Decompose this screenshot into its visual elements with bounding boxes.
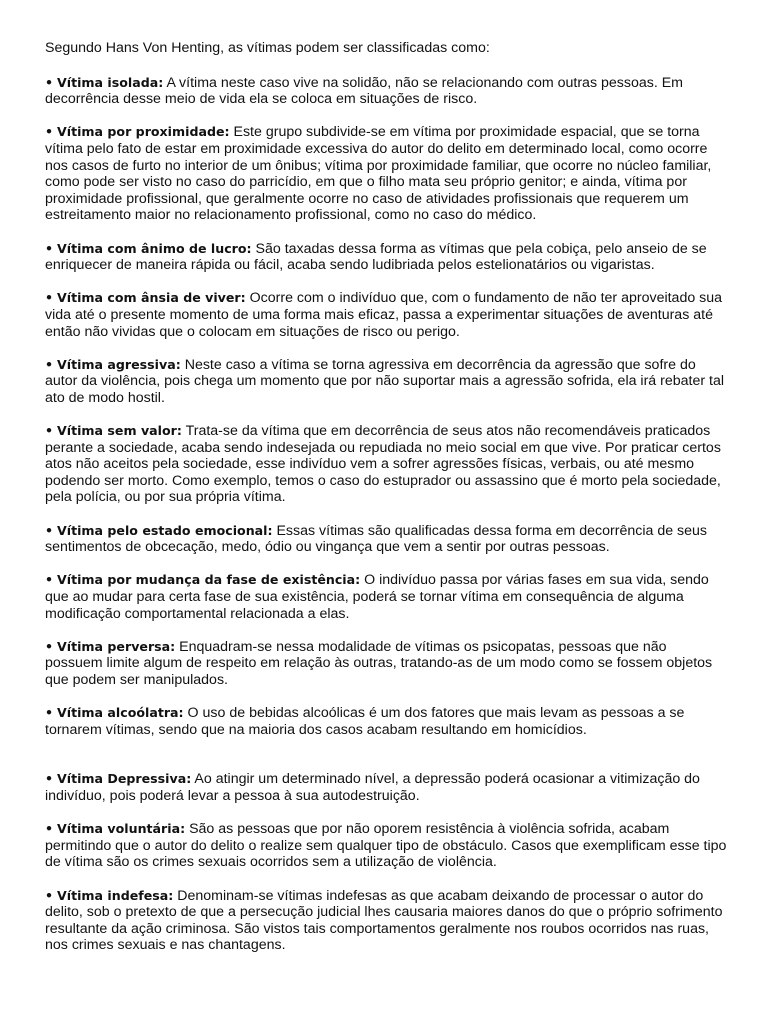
classification-description: Neste caso a vítima se torna agressiva em decorrência da agressão que sofre do autor da violência, pois chega um momento que por não suportar mais a agressão sofrida, ela irá rebater tal ato de modo hostil.	[45, 356, 725, 406]
classification-item-vitima-indefesa	[45, 888, 727, 954]
intro-paragraph: Segundo Hans Von Henting, as vítimas podem ser classificadas como:	[45, 40, 490, 56]
classification-item-vitima-agressiva	[45, 357, 727, 407]
bullet-icon: •	[45, 423, 54, 439]
bullet-icon: •	[45, 74, 54, 90]
bullet-icon: •	[45, 705, 54, 721]
bullet-icon: •	[45, 821, 54, 837]
classification-item-vitima-pelo-estado-emocional	[45, 523, 727, 556]
classification-description: Ao atingir um determinado nível, a depressão poderá ocasionar a vitimização do indivíduo, pois poderá levar a pessoa à sua autodestruição.	[45, 771, 700, 804]
classification-term: Vítima pelo estado emocional:	[57, 522, 273, 538]
classification-item-vitima-perversa	[45, 639, 727, 689]
classification-item-vitima-por-proximidade	[45, 124, 727, 224]
classification-description: São taxadas dessa forma as vítimas que pela cobiça, pelo anseio de se enriquecer de maneira rápida ou fácil, acaba sendo ludibriada pelos estelionatários ou vigaristas.	[45, 240, 707, 274]
classification-description: O indivíduo passa por várias fases em sua vida, sendo que ao mudar para certa fase de sua existência, poderá se tornar vítima em consequência de alguma modificação comportamental relacionada a elas.	[45, 572, 709, 622]
classification-term: Vítima Depressiva:	[57, 771, 192, 787]
classification-item-vitima-alcoolatra	[45, 705, 727, 738]
bullet-icon: •	[45, 522, 54, 538]
classification-item-vitima-voluntaria	[45, 821, 727, 871]
bullet-icon: •	[45, 356, 54, 372]
classification-description: Ocorre com o indivíduo que, com o fundamento de não ter aproveitado sua vida até o presente momento de uma forma mais eficaz, passa a experimentar situações de aventuras até então não vividas que o colocam em situações de risco ou perigo.	[45, 290, 723, 340]
classification-description: Denominam-se vítimas indefesas as que acabam deixando de processar o autor do delito, sob o pretexto de que a persecução judicial lhes causaria maiores danos do que o próprio sofrimento resultante da ação criminosa. São vistos tais comportamentos geralmente nos roubos ocorridos nas ruas, nos crimes sexuais e nas chantagens.	[45, 887, 723, 954]
classification-description: São as pessoas que por não oporem resistência à violência sofrida, acabam permitindo que o autor do delito o realize sem qualquer tipo de obstáculo. Casos que exemplificam esse tipo de vítima são os crimes sexuais ocorridos sem a utilização de violência.	[45, 821, 727, 871]
classification-term: Vítima alcoólatra:	[57, 705, 184, 721]
classification-description: O uso de bebidas alcoólicas é um dos fatores que mais levam as pessoas a se tornarem vítimas, sendo que na maioria dos casos acabam resultando em homicídios.	[45, 705, 685, 738]
classification-term: Vítima isolada:	[57, 74, 164, 90]
classification-description: Este grupo subdivide-se em vítima por proximidade espacial, que se torna vítima pelo fato de estar em proximidade excessiva do autor do delito em determinado local, como ocorre nos casos de furto no interior de um ônibus; vítima por proximidade familiar, que ocorre no núcleo familiar, como pode ser visto no caso do parricídio, em que o filho mata seu próprio genitor; e ainda, vítima por proximidade profissional, que geralmente ocorre no caso de atividades profissionais que requerem um estreitamento maior no relacionamento profissional, como no caso do médico.	[45, 124, 712, 224]
document-page	[45, 40, 727, 970]
bullet-icon: •	[45, 572, 54, 588]
classification-item-vitima-com-ansia-de-viver	[45, 290, 727, 340]
classification-item-vitima-sem-valor	[45, 423, 727, 506]
classification-description: Trata-se da vítima que em decorrência de seus atos não recomendáveis praticados perante a sociedade, acaba sendo indesejada ou repudiada no meio social em que vive. Por praticar certos atos não aceitos pela sociedade, esse indivíduo vem a sofrer agressões físicas, verbais, ou até mesmo podendo ser morto. Como exemplo, temos o caso do estuprador ou assassino que é morto pela sociedade, pela polícia, ou por sua própria vítima.	[45, 423, 721, 506]
bullet-icon: •	[45, 124, 54, 140]
classification-item-vitima-isolada	[45, 75, 727, 108]
bullet-icon: •	[45, 771, 54, 787]
classification-term: Vítima voluntária:	[57, 821, 186, 837]
classification-item-vitima-depressiva	[45, 771, 727, 804]
classification-item-vitima-com-animo-de-lucro	[45, 241, 727, 274]
classification-term: Vítima agressiva:	[57, 356, 181, 372]
bullet-icon: •	[45, 290, 54, 306]
classification-description: Essas vítimas são qualificadas dessa forma em decorrência de seus sentimentos de obcecação, medo, ódio ou vingança que vem a sentir por outras pessoas.	[45, 522, 708, 556]
classification-term: Vítima perversa:	[57, 638, 176, 654]
bullet-icon: •	[45, 887, 54, 903]
bullet-icon: •	[45, 240, 54, 256]
classification-term: Vítima por proximidade:	[57, 124, 230, 140]
bullet-icon: •	[45, 638, 54, 654]
classification-term: Vítima sem valor:	[57, 423, 182, 439]
classification-term: Vítima com ânimo de lucro:	[57, 240, 252, 256]
classification-term: Vítima indefesa:	[57, 887, 174, 903]
classification-item-vitima-por-mudanca-da-fase	[45, 572, 727, 622]
classification-description: A vítima neste caso vive na solidão, não se relacionando com outras pessoas. Em decorrência desse meio de vida ela se coloca em situações de risco.	[45, 74, 683, 108]
classification-term: Vítima por mudança da fase de existência:	[57, 572, 361, 588]
classification-description: Enquadram-se nessa modalidade de vítimas os psicopatas, pessoas que não possuem limite algum de respeito em relação às outras, tratando-as de um modo como se fossem objetos que podem ser manipulados.	[45, 638, 713, 688]
classification-term: Vítima com ânsia de viver:	[57, 290, 246, 306]
